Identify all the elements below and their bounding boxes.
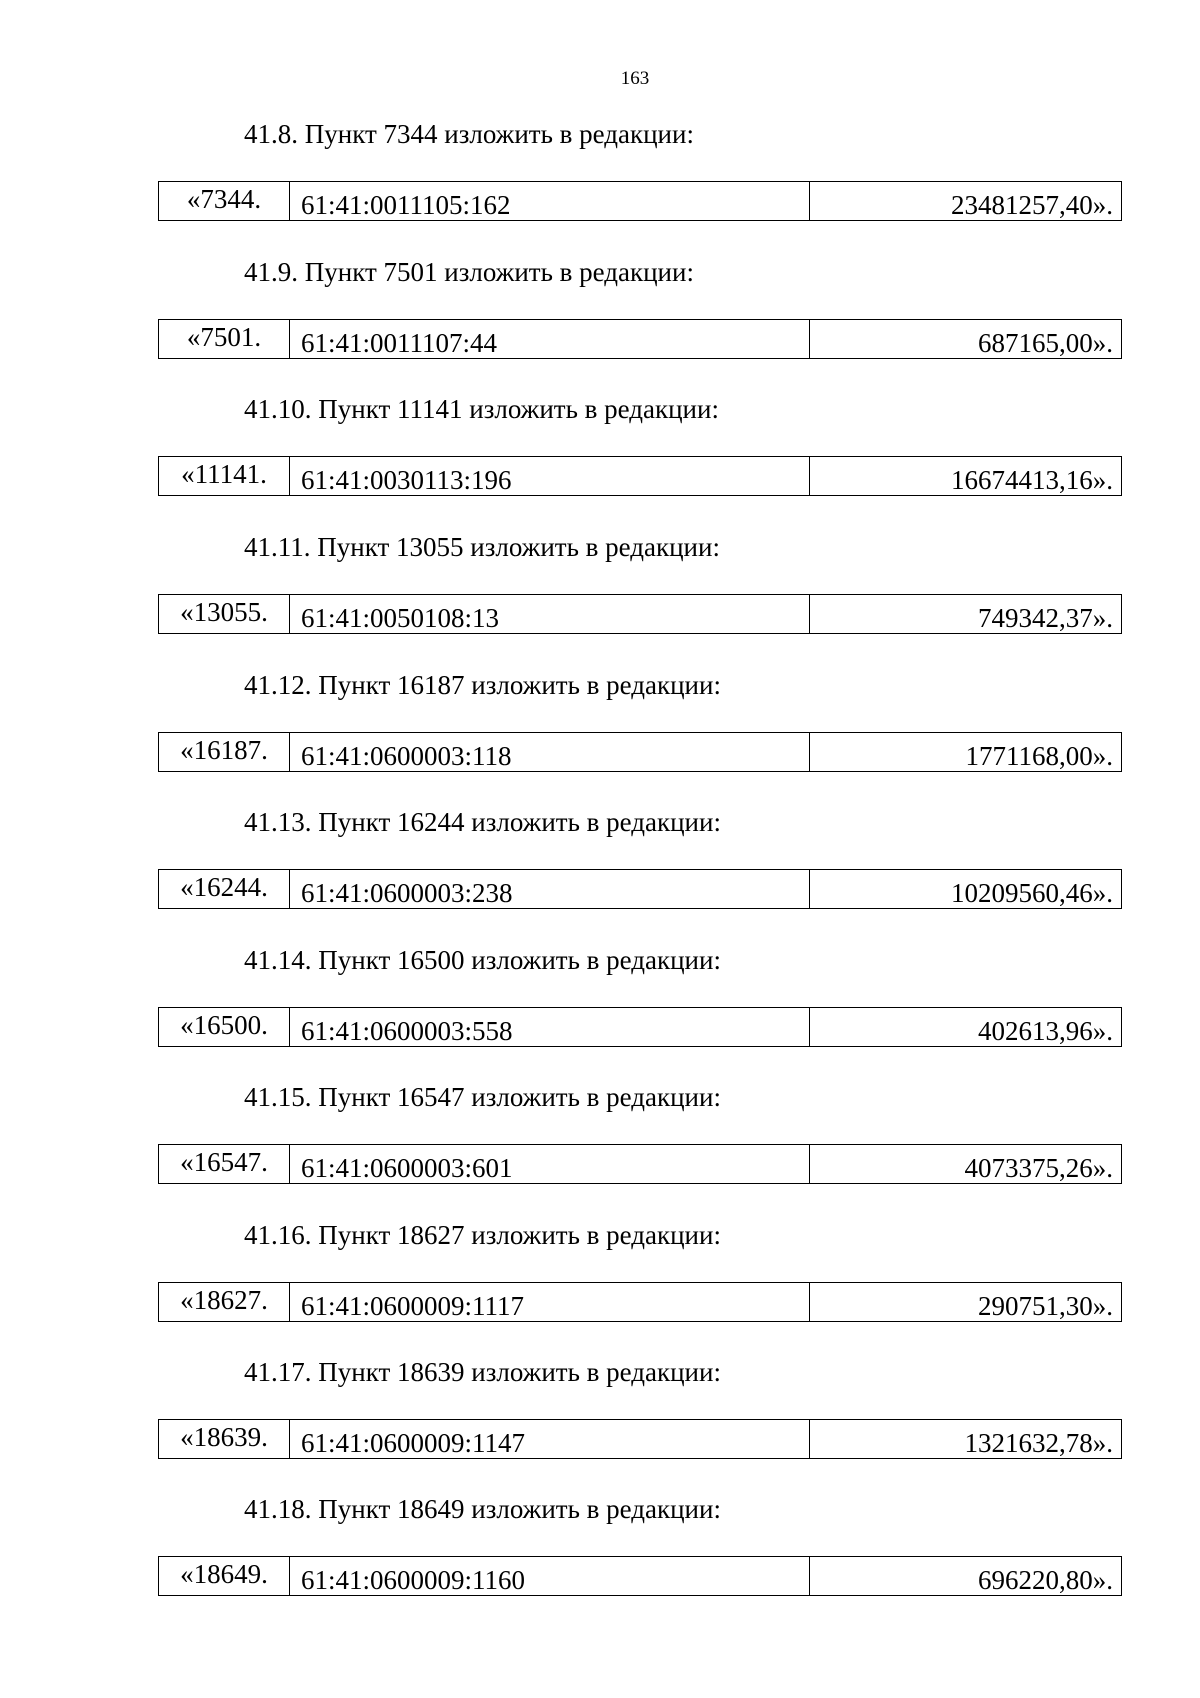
cadastral-value: 23481257,40».	[951, 190, 1113, 220]
table-row	[158, 1282, 1122, 1322]
cadastral-value: 749342,37».	[978, 603, 1113, 633]
amendment-heading: 41.8. Пункт 7344 изложить в редакции:	[244, 119, 694, 149]
amendment-entry	[158, 1081, 1122, 1221]
amendment-heading: 41.13. Пункт 16244 изложить в редакции:	[244, 807, 721, 837]
item-number: «16547.	[159, 1145, 290, 1183]
cadastral-number: 61:41:0600003:601	[290, 1145, 810, 1183]
amendment-entry	[158, 1493, 1122, 1633]
cadastral-number: 61:41:0050108:13	[290, 595, 810, 633]
cadastral-number: 61:41:0600003:118	[290, 733, 810, 771]
table-row	[158, 1144, 1122, 1184]
table-row	[158, 1007, 1122, 1047]
item-number: «16187.	[159, 733, 290, 771]
amendment-entry	[158, 1219, 1122, 1359]
cadastral-number: 61:41:0600003:558	[290, 1008, 810, 1046]
cadastral-value: 16674413,16».	[951, 465, 1113, 495]
cadastral-number: 61:41:0600009:1147	[290, 1420, 810, 1458]
cadastral-value: 10209560,46».	[951, 878, 1113, 908]
amendment-entry	[158, 669, 1122, 809]
cadastral-number: 61:41:0011105:162	[290, 182, 810, 220]
item-number: «16500.	[159, 1008, 290, 1046]
cadastral-value: 687165,00».	[978, 328, 1113, 358]
amendment-entry	[158, 256, 1122, 396]
amendment-entry	[158, 944, 1122, 1084]
cadastral-number: 61:41:0600009:1160	[290, 1557, 810, 1595]
amendment-heading: 41.9. Пункт 7501 изложить в редакции:	[244, 257, 694, 287]
item-number: «7344.	[159, 182, 290, 220]
cadastral-number: 61:41:0011107:44	[290, 320, 810, 358]
table-row	[158, 319, 1122, 359]
amendment-heading: 41.18. Пункт 18649 изложить в редакции:	[244, 1494, 721, 1524]
cadastral-value: 4073375,26».	[964, 1153, 1113, 1183]
cadastral-value: 1321632,78».	[964, 1428, 1113, 1458]
item-number: «13055.	[159, 595, 290, 633]
table-row	[158, 869, 1122, 909]
item-number: «7501.	[159, 320, 290, 358]
cadastral-value: 696220,80».	[978, 1565, 1113, 1595]
item-number: «18649.	[159, 1557, 290, 1595]
table-row	[158, 181, 1122, 221]
item-number: «18627.	[159, 1283, 290, 1321]
amendment-heading: 41.16. Пункт 18627 изложить в редакции:	[244, 1220, 721, 1250]
amendment-entry	[158, 1356, 1122, 1496]
table-row	[158, 1556, 1122, 1596]
amendment-heading: 41.17. Пункт 18639 изложить в редакции:	[244, 1357, 721, 1387]
amendment-heading: 41.10. Пункт 11141 изложить в редакции:	[244, 394, 719, 424]
amendment-entry	[158, 531, 1122, 671]
cadastral-value: 1771168,00».	[965, 741, 1113, 771]
table-row	[158, 456, 1122, 496]
amendment-entry	[158, 806, 1122, 946]
amendment-entry	[158, 118, 1122, 258]
cadastral-number: 61:41:0030113:196	[290, 457, 810, 495]
amendment-entry	[158, 393, 1122, 533]
table-row	[158, 732, 1122, 772]
item-number: «11141.	[159, 457, 290, 495]
amendment-heading: 41.15. Пункт 16547 изложить в редакции:	[244, 1082, 721, 1112]
table-row	[158, 1419, 1122, 1459]
item-number: «16244.	[159, 870, 290, 908]
amendment-heading: 41.11. Пункт 13055 изложить в редакции:	[244, 532, 720, 562]
cadastral-number: 61:41:0600009:1117	[290, 1283, 810, 1321]
cadastral-number: 61:41:0600003:238	[290, 870, 810, 908]
amendment-heading: 41.12. Пункт 16187 изложить в редакции:	[244, 670, 721, 700]
table-row	[158, 594, 1122, 634]
cadastral-value: 290751,30».	[978, 1291, 1113, 1321]
cadastral-value: 402613,96».	[978, 1016, 1113, 1046]
amendment-heading: 41.14. Пункт 16500 изложить в редакции:	[244, 945, 721, 975]
item-number: «18639.	[159, 1420, 290, 1458]
page-number: 163	[620, 68, 650, 89]
